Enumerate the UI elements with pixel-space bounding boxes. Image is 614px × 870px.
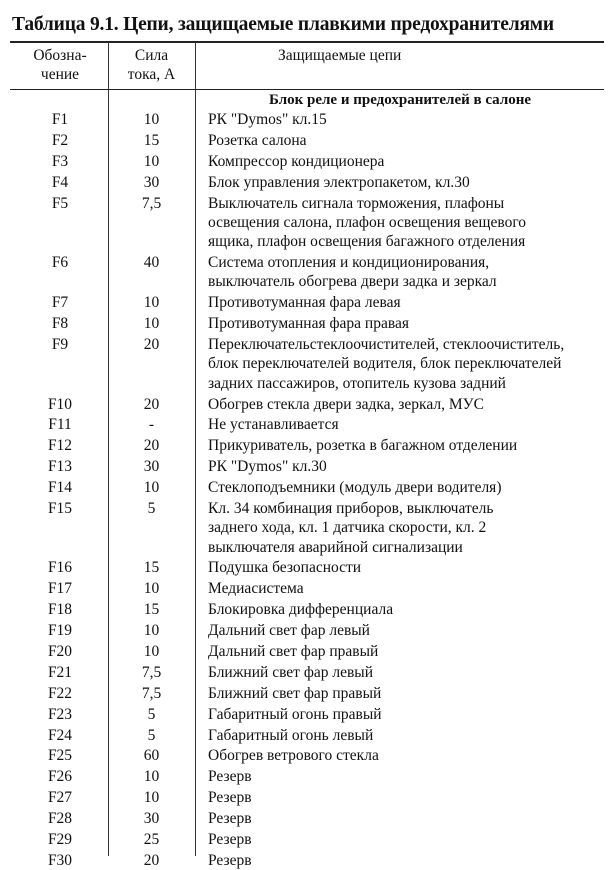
table-row [0,253,614,292]
fuse-circuit: Габаритный огонь левый [208,726,374,744]
fuse-code: F25 [47,747,73,765]
fuse-circuit: Блок управления электропакетом, кл.30 [208,173,470,191]
table-row [0,131,614,150]
fuse-circuit: Резерв [208,851,252,869]
fuse-code: F24 [47,726,73,744]
fuse-circuit: РК "Dymos" кл.15 [208,111,327,128]
fuse-current: 20 [143,336,160,354]
fuse-code: F21 [47,663,73,681]
fuse-code: F6 [51,254,69,272]
fuse-current: 20 [143,851,160,869]
fuse-circuit: Резерв [208,831,252,849]
fuse-code: F7 [51,294,69,312]
table-row [0,152,614,171]
header-circuits [196,46,604,65]
fuse-current: 15 [143,559,160,577]
fuse-circuit: Дальний свет фар правый [208,643,379,660]
table-row [0,457,614,476]
fuse-current: 10 [143,643,160,660]
fuse-circuit: Прикуриватель, розетка в багажном отделении [208,437,518,455]
table-row [0,415,614,434]
fuse-code: F4 [51,173,69,191]
fuse-current: 15 [143,601,160,619]
fuse-circuit: Дальний свет фар левый [208,622,370,640]
fuse-code: F22 [47,684,73,702]
table-row [0,579,614,598]
table-row [0,110,614,129]
table-row [0,788,614,807]
fuse-circuit: Блокировка дифференциала [208,601,394,619]
fuse-current: 20 [143,437,160,455]
fuse-circuit: Переключательстеклоочистителей, стеклоочиститель, блок переключателей водителя, блок переключателей задних пассажиров, отопитель кузова задний [208,336,565,392]
fuse-circuit: Кл. 34 комбинация приборов, выключатель заднего хода, кл. 1 датчика скорости, кл. 2 выключателя аварийной сигнализации [208,499,494,556]
table-row [0,705,614,724]
table-body [0,110,614,870]
fuse-current: 5 [147,726,156,744]
fuse-circuit: Резерв [208,789,252,807]
table-row [0,293,614,312]
table-row [0,851,614,870]
fuse-current: 10 [143,622,160,640]
table-title: Таблица 9.1. Цепи, защищаемые плавкими предохранителями [12,14,554,35]
header-circuits-label: Защищаемые цепи [278,47,402,64]
table-row [0,173,614,192]
fuse-circuit: Ближний свет фар левый [208,663,374,681]
fuse-current: 30 [143,810,160,828]
fuse-current: 40 [143,254,160,272]
fuse-circuit: Розетка салона [208,131,307,149]
fuse-code: F23 [47,705,73,723]
fuse-code: F15 [47,499,73,517]
fuse-code: F12 [47,437,73,455]
fuse-current: - [148,416,155,434]
fuse-current: 20 [143,395,160,413]
fuse-current: 5 [147,705,156,723]
fuse-current: 25 [143,831,160,849]
header-current: Сила тока, А [127,47,176,83]
fuse-circuit: Противотуманная фара левая [208,294,401,312]
header-code: Обозна- чение [33,47,87,83]
fuse-circuit: Противотуманная фара правая [208,315,409,333]
fuse-code: F28 [47,810,73,828]
fuse-code: F13 [47,458,73,476]
fuse-code: F26 [47,768,73,786]
fuse-current: 10 [143,152,160,170]
fuse-circuit: Медиасистема [208,580,304,598]
table-row [0,684,614,703]
table-row [0,436,614,455]
table-row [0,642,614,661]
fuse-circuit: Компрессор кондиционера [208,152,385,170]
fuse-current: 30 [143,458,160,476]
fuse-current: 15 [143,131,160,149]
top-rule [10,41,604,43]
fuse-code: F27 [47,789,73,807]
fuse-current: 7,5 [141,663,162,681]
table-row [0,726,614,745]
table-row [0,194,614,252]
fuse-current: 10 [143,789,160,807]
table-row [0,395,614,414]
fuse-circuit: Подушка безопасности [208,559,362,577]
fuse-code: F8 [51,315,69,333]
fuse-code: F10 [47,395,73,413]
fuse-current: 30 [143,173,160,191]
fuse-code: F9 [51,336,69,354]
fuse-code: F29 [47,831,73,849]
fuse-circuit: Резерв [208,768,252,786]
fuse-current: 10 [143,294,160,312]
fuse-code: F17 [47,580,73,598]
table-row [0,558,614,577]
fuse-code: F16 [47,559,73,577]
table-row [0,746,614,765]
table-row [0,830,614,849]
fuse-code: F5 [51,194,69,212]
fuse-circuit: Резерв [208,810,252,828]
table-row [0,767,614,786]
table-row [0,600,614,619]
fuse-circuit: Стеклоподъемники (модуль двери водителя) [208,479,502,497]
fuse-code: F19 [47,622,73,640]
fuse-circuit: Габаритный огонь правый [208,705,382,723]
table-row [0,478,614,497]
fuse-code: F11 [48,416,72,434]
fuse-current: 10 [143,315,160,333]
table-row [0,499,614,557]
fuse-current: 10 [143,111,160,128]
table-row [0,663,614,682]
section-title: Блок реле и предохранителей в салоне [268,92,532,108]
fuse-circuit: Не устанавливается [208,416,339,434]
fuse-code: F30 [47,851,73,869]
fuse-circuit: Обогрев ветрового стекла [208,747,379,765]
fuse-current: 7,5 [141,194,162,212]
header-rule [10,89,604,90]
table-row [0,314,614,333]
fuse-circuit: Ближний свет фар правый [208,684,382,702]
fuse-circuit: Обогрев стекла двери задка, зеркал, МУС [208,395,484,413]
table-row [0,809,614,828]
fuse-current: 5 [147,499,156,517]
fuse-code: F18 [47,601,73,619]
fuse-current: 10 [143,479,160,497]
table-row [0,621,614,640]
fuse-code: F3 [51,152,69,170]
fuse-code: F2 [51,131,69,149]
fuse-current: 7,5 [141,684,162,702]
fuse-circuit: Система отопления и кондиционирования, выключатель обогрева двери задка и зеркал [208,254,497,291]
fuse-code: F20 [47,643,73,660]
table-row [0,335,614,393]
fuse-circuit: Выключатель сигнала торможения, плафоны освещения салона, плафон освещения вещевого ящика, плафон освещения багажного отделения [208,194,527,251]
fuse-code: F1 [51,111,69,128]
fuse-current: 10 [143,768,160,786]
fuse-current: 10 [143,580,160,598]
fuse-current: 60 [143,747,160,765]
fuse-code: F14 [47,479,73,497]
fuse-circuit: РК "Dymos" кл.30 [208,458,327,476]
